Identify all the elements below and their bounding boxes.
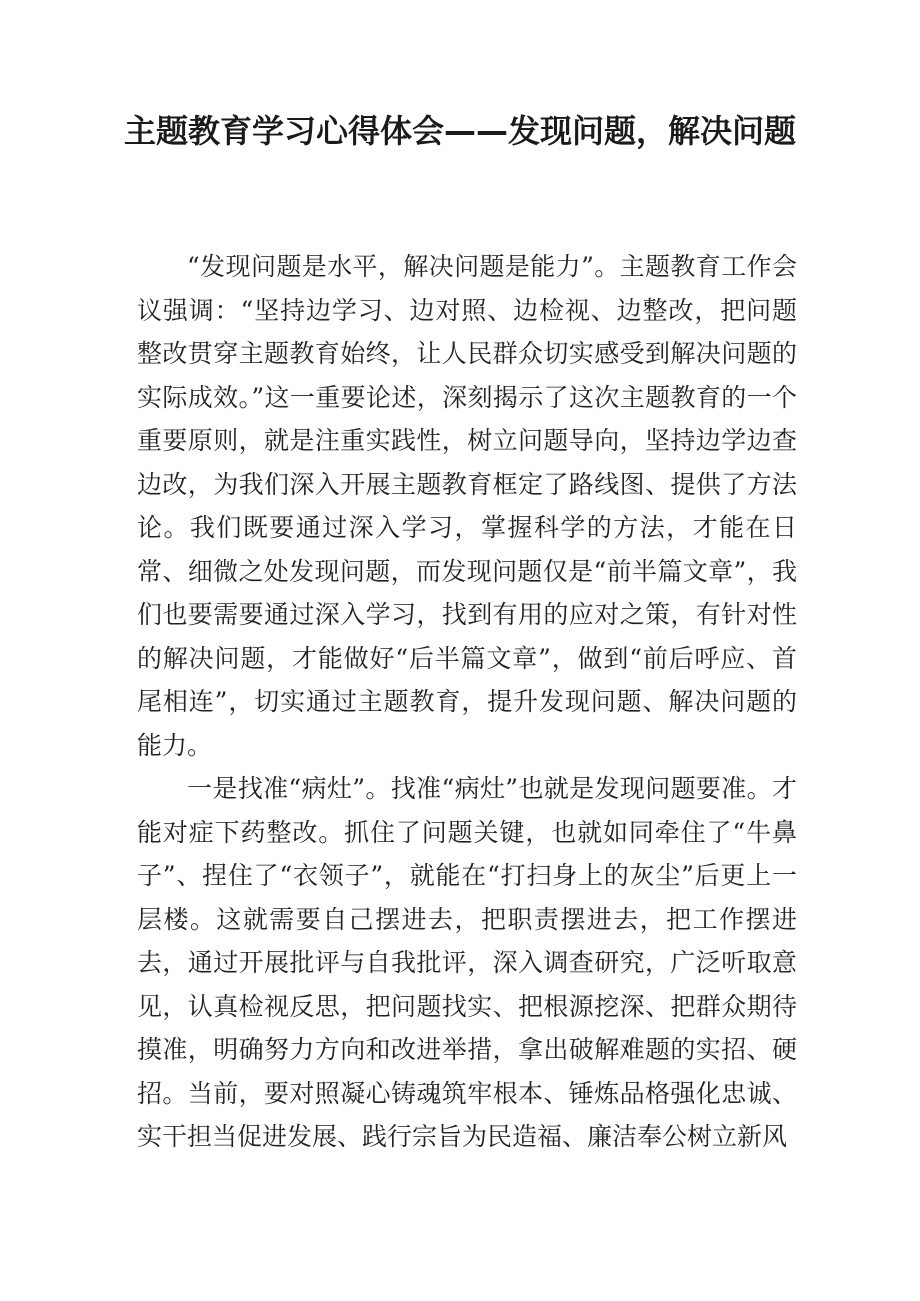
paragraph-intro: “发现问题是水平，解决问题是能力”。主题教育工作会议强调：“坚持边学习、边对照、边检视、边整改，把问题整改贯穿主题教育始终，让人民群众切实感受到解决问题的实际成效。”这一重要论述，深刻揭示了这次主题教育的一个重要原则，就是注重实践性，树立问题导向，坚持边学边查边改，为我们深入开展主题教育框定了路线图、提供了方法论。我们既要通过深入学习，掌握科学的方法，才能在日常、细微之处发现问题，而发现问题仅是“前半篇文章”，我们也要需要通过深入学习，找到有用的应对之策，有针对性的解决问题，才能做好“后半篇文章”，做到“前后呼应、首尾相连”，切实通过主题教育，提升发现问题、解决问题的能力。 (137, 252, 797, 760)
document-title: 主题教育学习心得体会——发现问题，解决问题 (123, 112, 796, 150)
paragraph-find-problems: 一是找准“病灶”。找准“病灶”也就是发现问题要准。才能对症下药整改。抓住了问题关键，也就如同牵住了“牛鼻子”、捏住了“衣领子”，就能在“打扫身上的灰尘”后更上一层楼。这就需要自己摆进去，把职责摆进去，把工作摆进去，通过开展批评与自我批评，深入调查研究，广泛听取意见，认真检视反思，把问题找实、把根源挖深、把群众期待摸准，明确努力方向和改进举措，拿出破解难题的实招、硬招。当前，要对照凝心铸魂筑牢根本、锤炼品格强化忠诚、实干担当促进发展、践行宗旨为民造福、廉洁奉公树立新风 (137, 774, 797, 1151)
document-body (137, 245, 797, 1159)
